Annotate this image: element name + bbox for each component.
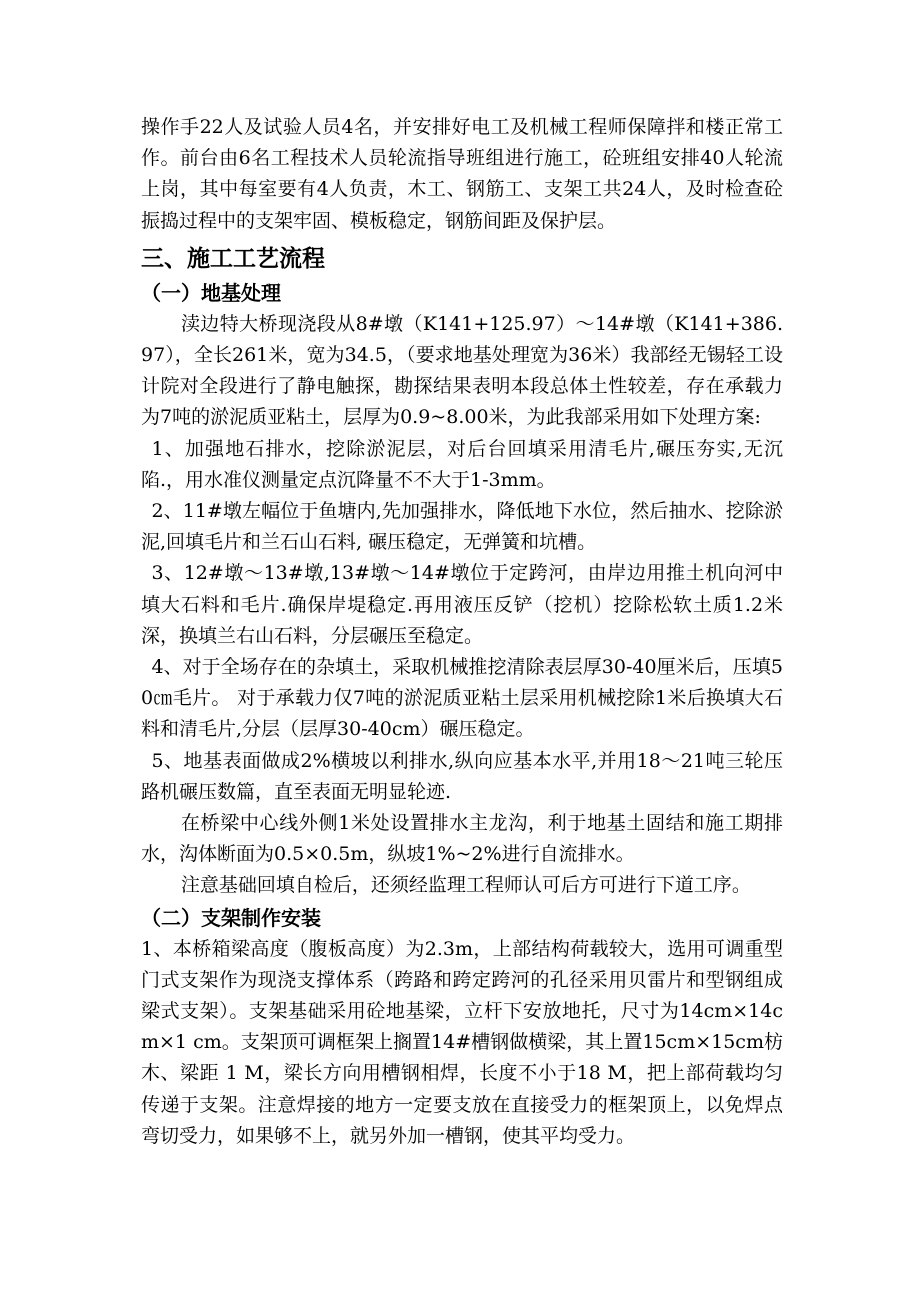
intro-paragraph: 操作手22人及试验人员4名，并安排好电工及机械工程师保障拌和楼正常工作。前台由6名工程技术人员轮流指导班组进行施工，砼班组安排40人轮流上岗，其中每室要有4人负责，木工、钢筋工、支架工共24人，及时检查砼振捣过程中的支架牢固、模板稳定，钢筋间距及保护层。 <box>141 116 783 232</box>
inspection-note-paragraph: 注意基础回填自检后，还须经监理工程师认可后方可进行下道工序。 <box>180 874 751 897</box>
scaffold-item-1: 1、本桥箱梁高度（腹板高度）为2.3m，上部结构荷载较大，选用可调重型门式支架作为现浇支撑体系（跨路和跨定跨河的孔径采用贝雷片和型钢组成梁式支架）。支架基础采用砼地基梁，立杆下安放地托，尺寸为14cm×14cm×1 cm。支架顶可调框架上搁置14#槽钢做横梁，其上置15cm×15cm枋木、梁距 1 M，梁长方向用槽钢相焊，长度不小于18 M，把上部荷载均匀传递于支架。注意焊接的地方一定要支放在直接受力的框架顶上，以免焊点弯切受力，如果够不上，就另外加一槽钢，使其平均受力。 <box>141 937 783 1147</box>
subsection-heading-foundation: （一）地基处理 <box>141 280 281 305</box>
document-page <box>141 112 783 1152</box>
foundation-intro-paragraph: 渎边特大桥现浇段从8#墩（K141+125.97）～14#墩（K141+386.97），全长261米，宽为34.5，（要求地基处理宽为36米）我部经无锡轻工设计院对全段进行了静电触探，勘探结果表明本段总体土性较差，存在承载力为7吨的淤泥质亚粘土，层厚为0.9~8.00米，为此我部采用如下处理方案: <box>141 312 783 429</box>
foundation-item-3: 3、12#墩～13#墩,13#墩～14#墩位于定跨河，由岸边用推土机向河中填大石料和毛片.确保岸堤稳定.再用液压反铲（挖机）挖除松软土质1.2米深，换填兰右山石料，分层碾压至稳定。 <box>141 562 783 647</box>
foundation-item-4: 4、对于全场存在的杂填土，采取机械推挖清除表层厚30-40厘米后，压填50㎝毛片。 对于承载力仅7吨的淤泥质亚粘土层采用机械挖除1米后换填大石料和清毛片,分层（层厚30-40cm）碾压稳定。 <box>141 656 783 741</box>
foundation-item-1: 1、加强地石排水，挖除淤泥层，对后台回填采用清毛片,碾压夯实,无沉陷.，用水准仪测量定点沉降量不不大于1-3mm。 <box>141 437 783 491</box>
foundation-item-2: 2、11#墩左幅位于鱼塘内,先加强排水，降低地下水位，然后抽水、挖除淤泥,回填毛片和兰石山石料, 碾压稳定，无弹簧和坑槽。 <box>141 500 783 554</box>
subsection-heading-scaffold: （二）支架制作安装 <box>141 905 321 930</box>
foundation-item-5: 5、地基表面做成2%横坡以利排水,纵向应基本水平,并用18～21吨三轮压路机碾压数篇，直至表面无明显轮迹. <box>141 749 783 803</box>
section-heading: 三、施工工艺流程 <box>141 245 325 272</box>
drainage-paragraph: 在桥梁中心线外侧1米处设置排水主龙沟，利于地基土固结和施工期排水，沟体断面为0.5×0.5m，纵坡1%~2%进行自流排水。 <box>141 812 783 866</box>
